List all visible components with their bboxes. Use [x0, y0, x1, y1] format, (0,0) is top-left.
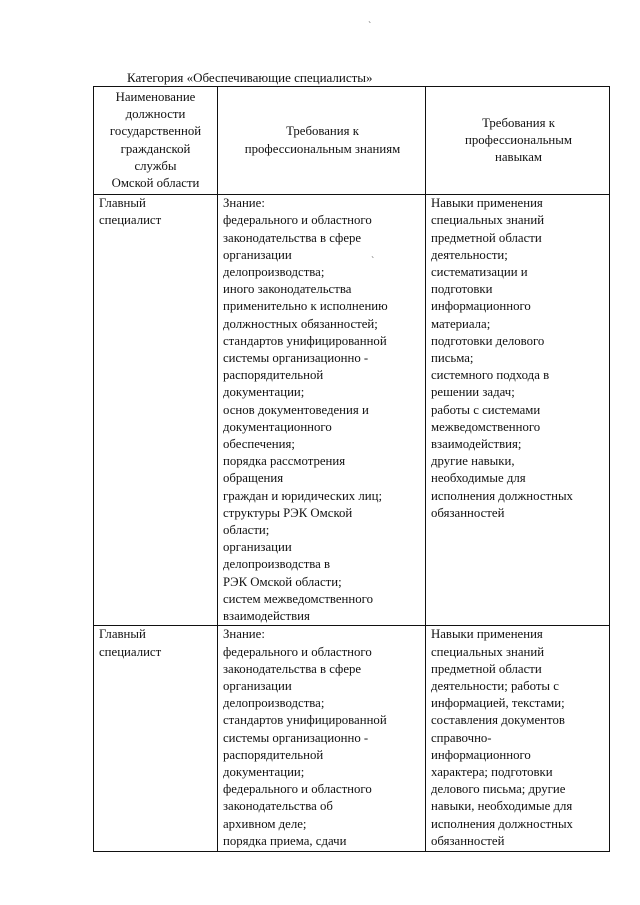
text-line: гражданской [120, 141, 191, 156]
text-line: специальных знаний [431, 213, 545, 228]
text-line: системного подхода в [431, 368, 550, 383]
text-line: информационного [431, 747, 531, 762]
table-header-row [94, 87, 610, 195]
text-line: информационного [431, 299, 531, 314]
text-line: организации [223, 540, 292, 555]
text-line: специалист [99, 644, 162, 659]
text-line: должности [125, 107, 186, 122]
text-line: подготовки делового [431, 333, 545, 348]
text-line: Требования к [482, 115, 555, 130]
text-line: граждан и юридических лиц; [223, 488, 383, 503]
text-line: справочно- [431, 730, 492, 745]
header-knowledge [218, 87, 426, 195]
text-line: делопроизводства; [223, 696, 325, 711]
header-position [94, 87, 218, 195]
text-line: составления документов [431, 713, 565, 728]
text-line: применительно к исполнению [223, 299, 388, 314]
text-line: системы организационно - [223, 351, 369, 366]
cell-skills [426, 626, 610, 852]
text-line: федерального и областного [223, 782, 372, 797]
cell-skills [426, 195, 610, 626]
text-line: порядка приема, сдачи [223, 833, 347, 848]
text-line: Требования к [286, 124, 359, 139]
text-line: иного законодательства [223, 282, 352, 297]
cell-knowledge [218, 195, 426, 626]
text-line: области; [223, 523, 270, 538]
header-skills [426, 87, 610, 195]
text-line: исполнения должностных [431, 816, 573, 831]
text-line: стандартов унифицированной [223, 333, 387, 348]
text-line: распорядительной [223, 368, 324, 383]
text-line: документации; [223, 764, 305, 779]
text-line: материала; [431, 316, 491, 331]
text-line: делопроизводства; [223, 265, 325, 280]
text-line: организации [223, 678, 292, 693]
text-line: межведомственного [431, 419, 541, 434]
text-line: навыки, необходимые для [431, 799, 573, 814]
text-line: письма; [431, 351, 474, 366]
text-line: организации [223, 247, 292, 262]
text-line: архивном деле; [223, 816, 307, 831]
text-line: взаимодействия [223, 609, 310, 624]
text-line: Главный [99, 627, 146, 642]
text-line: специалист [99, 213, 162, 228]
text-line: системы организационно - [223, 730, 369, 745]
cell-position [94, 195, 218, 626]
text-line: Наименование [115, 90, 196, 104]
text-line: подготовки [431, 282, 493, 297]
text-line: навыкам [495, 150, 542, 165]
category-title: Категория «Обеспечивающие специалисты» [127, 70, 373, 85]
text-line: стандартов унифицированной [223, 713, 387, 728]
text-line: законодательства в сфере [223, 230, 362, 245]
text-line: законодательства об [223, 799, 333, 814]
text-line: информацией, текстами; [431, 696, 565, 711]
text-line: должностных обязанностей; [223, 316, 378, 331]
text-line: систем межведомственного [223, 591, 373, 606]
text-line: службы [134, 158, 177, 173]
text-line: законодательства в сфере [223, 661, 362, 676]
text-line: делового письма; другие [431, 782, 566, 797]
text-line: делопроизводства в [223, 557, 331, 572]
text-line: Навыки применения [431, 627, 543, 642]
text-line: обязанностей [431, 505, 505, 520]
text-line: профессиональным знаниям [244, 141, 401, 156]
text-line: документации; [223, 385, 305, 400]
cell-knowledge [218, 626, 426, 852]
text-line: порядка рассмотрения [223, 454, 346, 469]
text-line: Знание: [223, 196, 265, 211]
requirements-table [93, 86, 610, 852]
text-line: обращения [223, 471, 284, 486]
text-line: профессиональным [465, 133, 572, 147]
scan-mark-top: ` [368, 21, 372, 32]
table-row [94, 195, 610, 626]
text-line: предметной области [431, 661, 542, 676]
text-line: работы с системами [431, 402, 541, 417]
text-line: структуры РЭК Омской [223, 505, 353, 520]
text-line: предметной области [431, 230, 542, 245]
text-line: государственной [109, 124, 202, 139]
text-line: обязанностей [431, 833, 505, 848]
text-line: Главный [99, 196, 146, 211]
text-line: Знание: [223, 627, 265, 642]
text-line: распорядительной [223, 747, 324, 762]
text-line: другие навыки, [431, 454, 515, 469]
scan-mark-middle: ` [371, 256, 375, 267]
text-line: исполнения должностных [431, 488, 573, 503]
text-line: документационного [223, 419, 332, 434]
text-line: систематизации и [431, 265, 528, 280]
text-line: федерального и областного [223, 644, 372, 659]
text-line: РЭК Омской области; [223, 574, 342, 589]
table-row [94, 626, 610, 852]
text-line: обеспечения; [223, 437, 295, 452]
text-line: характера; подготовки [431, 764, 553, 779]
text-line: решении задач; [431, 385, 515, 400]
text-line: основ документоведения и [223, 402, 369, 417]
text-line: специальных знаний [431, 644, 545, 659]
text-line: необходимые для [431, 471, 526, 486]
text-line: Омской области [111, 176, 200, 191]
text-line: деятельности; работы с [431, 678, 559, 693]
cell-position [94, 626, 218, 852]
text-line: деятельности; [431, 247, 508, 262]
text-line: федерального и областного [223, 213, 372, 228]
text-line: взаимодействия; [431, 437, 522, 452]
text-line: Навыки применения [431, 196, 543, 211]
